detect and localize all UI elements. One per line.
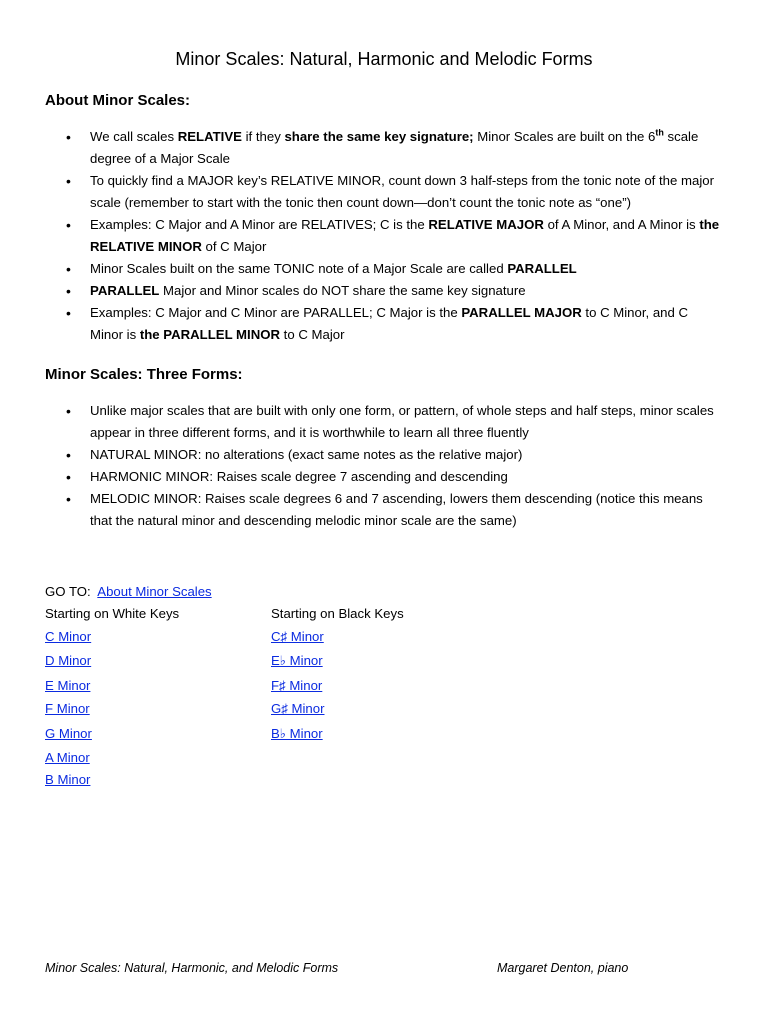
goto-line (45, 584, 212, 599)
g-sharp-minor-link[interactable]: G♯ Minor (271, 701, 325, 716)
bullet-harmonic-minor: • HARMONIC MINOR: Raises scale degree 7 ascending and descending (0, 466, 768, 488)
bullet-forms-intro: • Unlike major scales that are built with only one form, or pattern, of whole steps and half steps, minor scales appear in three different forms, and it is worthwhile to learn all three fluently (0, 400, 768, 444)
b-flat-minor-link[interactable]: B♭ Minor (271, 726, 323, 741)
bullet-melodic-minor: • MELODIC MINOR: Raises scale degrees 6 and 7 ascending, lowers them descending (notice this means that the natural minor and descending melodic minor scale are the same) (0, 488, 768, 532)
e-minor-link[interactable]: E Minor (45, 678, 91, 693)
f-sharp-minor-link[interactable]: F♯ Minor (271, 678, 323, 693)
c-minor-link[interactable]: C Minor (45, 629, 92, 644)
forms-bullet-list (0, 400, 768, 532)
a-minor-link[interactable]: A Minor (45, 750, 90, 765)
black-keys-heading: Starting on Black Keys (271, 606, 404, 621)
d-minor-link[interactable]: D Minor (45, 653, 92, 668)
b-minor-link[interactable]: B Minor (45, 772, 91, 787)
bullet-relative: • We call scales RELATIVE if they share the same key signature; Minor Scales are built on the 6th scale degree of a Major Scale (0, 126, 768, 170)
bullet-natural-minor: • NATURAL MINOR: no alterations (exact same notes as the relative major) (0, 444, 768, 466)
bullet-relative-example: • Examples: C Major and A Minor are RELATIVES; C is the RELATIVE MAJOR of A Minor, and A Minor is the RELATIVE MINOR of C Major (0, 214, 768, 258)
about-bullet-list (0, 126, 768, 346)
section-heading-three-forms: Minor Scales: Three Forms: (45, 366, 243, 383)
g-minor-link[interactable]: G Minor (45, 726, 92, 741)
goto-label: GO TO: (45, 584, 91, 599)
c-sharp-minor-link[interactable]: C♯ Minor (271, 629, 324, 644)
bullet-parallel-signature: • PARALLEL Major and Minor scales do NOT share the same key signature (0, 280, 768, 302)
page-title: Minor Scales: Natural, Harmonic and Melodic Forms (175, 49, 593, 69)
bullet-find-relative: • To quickly find a MAJOR key’s RELATIVE MINOR, count down 3 half-steps from the tonic note of the major scale (remember to start with the tonic then count down—don’t count the tonic note as “one”) (0, 170, 768, 214)
e-flat-minor-link[interactable]: E♭ Minor (271, 653, 323, 668)
footer-author: Margaret Denton, piano (497, 961, 629, 975)
bullet-parallel-example: • Examples: C Major and C Minor are PARALLEL; C Major is the PARALLEL MAJOR to C Minor, and C Minor is the PARALLEL MINOR to C Major (0, 302, 768, 346)
f-minor-link[interactable]: F Minor (45, 701, 90, 716)
section-heading-about: About Minor Scales: (45, 92, 191, 109)
bullet-parallel-def: • Minor Scales built on the same TONIC note of a Major Scale are called PARALLEL (0, 258, 768, 280)
goto-about-link[interactable]: About Minor Scales (97, 584, 212, 599)
white-keys-heading: Starting on White Keys (45, 606, 180, 621)
footer-title: Minor Scales: Natural, Harmonic, and Melodic Forms (45, 961, 339, 975)
